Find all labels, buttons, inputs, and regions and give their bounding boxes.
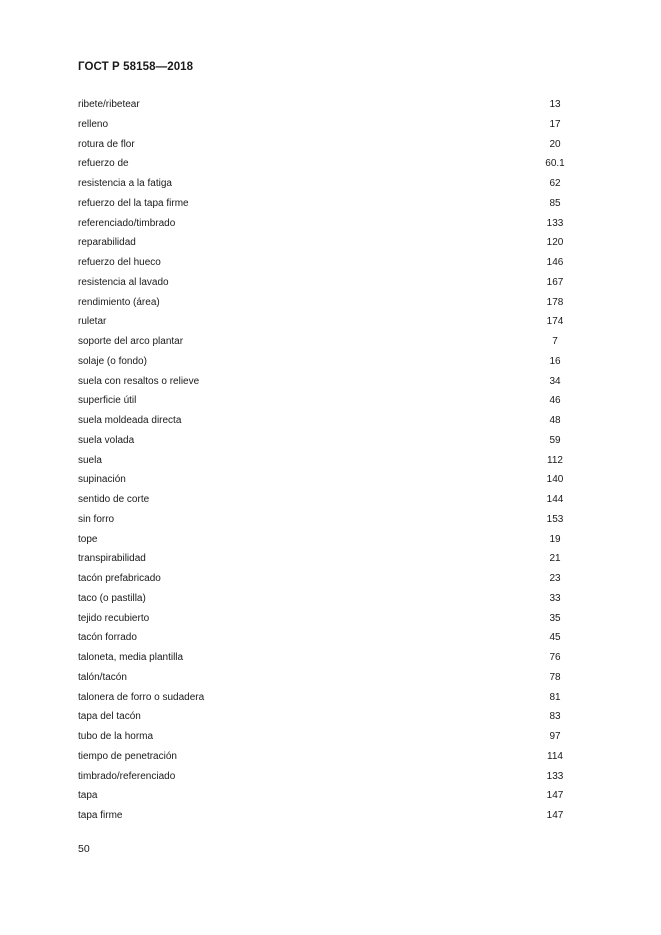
index-reference-number: 81 [549, 691, 561, 703]
index-row [78, 372, 578, 392]
index-row [78, 233, 578, 253]
index-row [78, 549, 578, 569]
index-row [78, 174, 578, 194]
index-reference-number: 23 [549, 573, 561, 584]
index-reference-number: 147 [546, 790, 564, 802]
index-reference-number: 17 [549, 118, 561, 130]
index-row [78, 115, 578, 135]
index-term: tapa firme [78, 810, 123, 821]
index-term: talón/tacón [78, 671, 127, 683]
index-term: superficie útil [78, 395, 137, 407]
index-reference-number: 146 [546, 257, 564, 268]
index-reference-number: 112 [547, 454, 563, 466]
page-number: 50 [78, 843, 90, 855]
index-reference-number: 133 [546, 217, 564, 229]
index-term: supinación [78, 474, 126, 486]
index-row [78, 786, 578, 806]
index-row [78, 332, 578, 352]
index-term: refuerzo del la tapa firme [78, 197, 189, 209]
index-reference-number: 83 [549, 711, 561, 723]
index-term: tope [78, 533, 98, 545]
index-term: rotura de flor [78, 138, 135, 150]
index-reference-number: 19 [549, 533, 561, 545]
index-reference-number: 48 [549, 415, 561, 426]
index-reference-number: 35 [549, 612, 561, 624]
index-term: resistencia al lavado [78, 276, 169, 288]
index-reference-number: 13 [549, 99, 561, 110]
index-row [78, 589, 578, 609]
index-term: suela moldeada directa [78, 415, 182, 426]
index-term: timbrado/referenciado [78, 770, 176, 782]
index-term: refuerzo de [78, 158, 129, 170]
index-row [78, 806, 578, 826]
index-term: ruletar [78, 316, 107, 328]
index-row [78, 747, 578, 767]
index-row [78, 470, 578, 490]
index-row [78, 490, 578, 510]
index-reference-number: 167 [546, 276, 564, 288]
index-row [78, 727, 578, 747]
index-row [78, 194, 578, 214]
index-row [78, 510, 578, 530]
index-reference-number: 33 [549, 592, 561, 604]
index-row [78, 767, 578, 787]
index-reference-number: 46 [549, 395, 561, 407]
index-reference-number: 153 [546, 513, 564, 525]
index-term: refuerzo del hueco [78, 257, 161, 268]
index-row [78, 95, 578, 115]
index-row [78, 253, 578, 273]
index-row [78, 293, 578, 313]
index-reference-number: 16 [549, 355, 561, 367]
index-term: ribete/ribetear [78, 99, 140, 110]
index-term: tejido recubierto [78, 612, 150, 624]
index-reference-number: 62 [549, 178, 561, 189]
index-term: taco (o pastilla) [78, 592, 146, 604]
index-row [78, 391, 578, 411]
index-reference-number: 21 [549, 553, 561, 565]
index-reference-number: 144 [546, 494, 564, 505]
index-term: sentido de corte [78, 494, 150, 505]
index-row [78, 707, 578, 727]
index-row [78, 648, 578, 668]
index-reference-number: 60.1 [545, 158, 565, 170]
index-row [78, 628, 578, 648]
index-reference-number: 147 [546, 810, 564, 821]
index-reference-number: 114 [547, 750, 563, 762]
index-row [78, 411, 578, 431]
index-term: transpirabilidad [78, 553, 146, 565]
index-term: solaje (o fondo) [78, 355, 147, 367]
index-row [78, 135, 578, 155]
index-reference-number: 76 [549, 652, 561, 663]
index-term: talonera de forro o sudadera [78, 691, 205, 703]
index-term: referenciado/timbrado [78, 217, 176, 229]
index-reference-number: 59 [549, 434, 561, 446]
index-row [78, 312, 578, 332]
index-row [78, 451, 578, 471]
index-term: tubo de la horma [78, 731, 154, 742]
index-reference-number: 34 [549, 375, 561, 387]
index-term: tacón forrado [78, 632, 137, 644]
index-reference-number: 20 [549, 138, 561, 150]
index-reference-number: 178 [546, 296, 564, 308]
index-reference-number: 133 [546, 770, 564, 782]
index-row [78, 214, 578, 234]
index-row [78, 668, 578, 688]
index-term: suela volada [78, 434, 135, 446]
index-reference-number: 85 [549, 197, 561, 209]
index-reference-number: 78 [549, 671, 561, 683]
index-reference-number: 120 [546, 237, 564, 249]
index-term: tapa [78, 790, 98, 802]
index-term: relleno [78, 118, 109, 130]
index-term: tiempo de penetración [78, 750, 177, 762]
index-row [78, 530, 578, 550]
index-term: resistencia a la fatiga [78, 178, 172, 189]
document-standard-title: ГОСТ Р 58158—2018 [78, 61, 194, 73]
index-reference-number: 45 [549, 632, 561, 644]
index-row [78, 688, 578, 708]
index-reference-number: 7 [552, 336, 558, 347]
index-term: tacón prefabricado [78, 573, 161, 584]
index-row [78, 569, 578, 589]
index-reference-number: 97 [549, 731, 561, 742]
index-term: taloneta, media plantilla [78, 652, 184, 663]
index-reference-number: 174 [546, 316, 564, 328]
index-term: sin forro [78, 513, 115, 525]
index-row [78, 352, 578, 372]
index-row [78, 431, 578, 451]
index-term: suela con resaltos o relieve [78, 375, 200, 387]
index-row [78, 273, 578, 293]
index-term: soporte del arco plantar [78, 336, 184, 347]
index-term: reparabilidad [78, 237, 136, 249]
index-term: suela [78, 454, 102, 466]
term-index-list [78, 95, 578, 826]
index-reference-number: 140 [546, 474, 564, 486]
index-row [78, 154, 578, 174]
index-term: rendimiento (área) [78, 296, 160, 308]
index-row [78, 609, 578, 629]
index-term: tapa del tacón [78, 711, 141, 723]
